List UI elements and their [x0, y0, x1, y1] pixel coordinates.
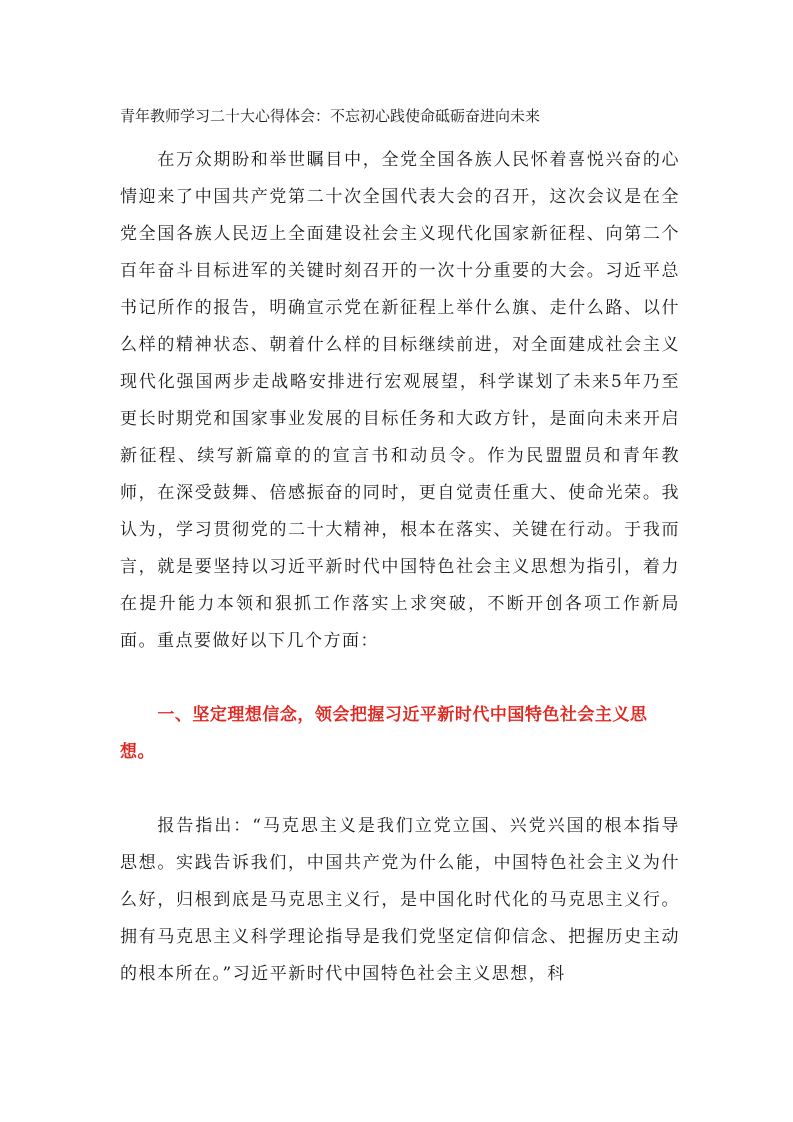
section-heading-1: 一、坚定理想信念，领会把握习近平新时代中国特色社会主义思想。: [120, 705, 648, 762]
intro-section: [120, 142, 680, 660]
paragraph-intro: 在万众期盼和举世瞩目中，全党全国各族人民怀着喜悦兴奋的心情迎来了中国共产党第二十次全国代表大会的召开，这次会议是在全党全国各族人民迈上全面建设社会主义现代化国家新征程、向第二个百年奋斗目标进军的关键时刻召开的一次十分重要的大会。习近平总书记所作的报告，明确宣示党在新征程上举什么旗、走什么路、以什么样的精神状态、朝着什么样的目标继续前进，对全面建成社会主义现代化强国两步走战略安排进行宏观展望，科学谋划了未来5年乃至更长时期党和国家事业发展的目标任务和大政方针，是面向未来开启新征程、续写新篇章的的宣言书和动员令。作为民盟盟员和青年教师，在深受鼓舞、倍感振奋的同时，更自觉责任重大、使命光荣。我认为，学习贯彻党的二十大精神，根本在落实、关键在行动。于我而言，就是要坚持以习近平新时代中国特色社会主义思想为指引，着力在提升能力本领和狠抓工作落实上求突破，不断开创各项工作新局面。重点要做好以下几个方面：: [120, 150, 680, 651]
document-title: 青年教师学习二十大心得体会：不忘初心践使命砥砺奋进向未来: [120, 107, 541, 125]
paragraph-report-quote: 报告指出：“马克思主义是我们立党立国、兴党兴国的根本指导思想。实践告诉我们，中国共产党为什么能，中国特色社会主义为什么好，归根到底是马克思主义行，是中国化时代化的马克思主义行。拥有马克思主义科学理论指导是我们党坚定信仰信念、把握历史主动的根本所在。”习近平新时代中国特色社会主义思想，科: [120, 816, 680, 984]
section-1-body: [120, 808, 680, 993]
